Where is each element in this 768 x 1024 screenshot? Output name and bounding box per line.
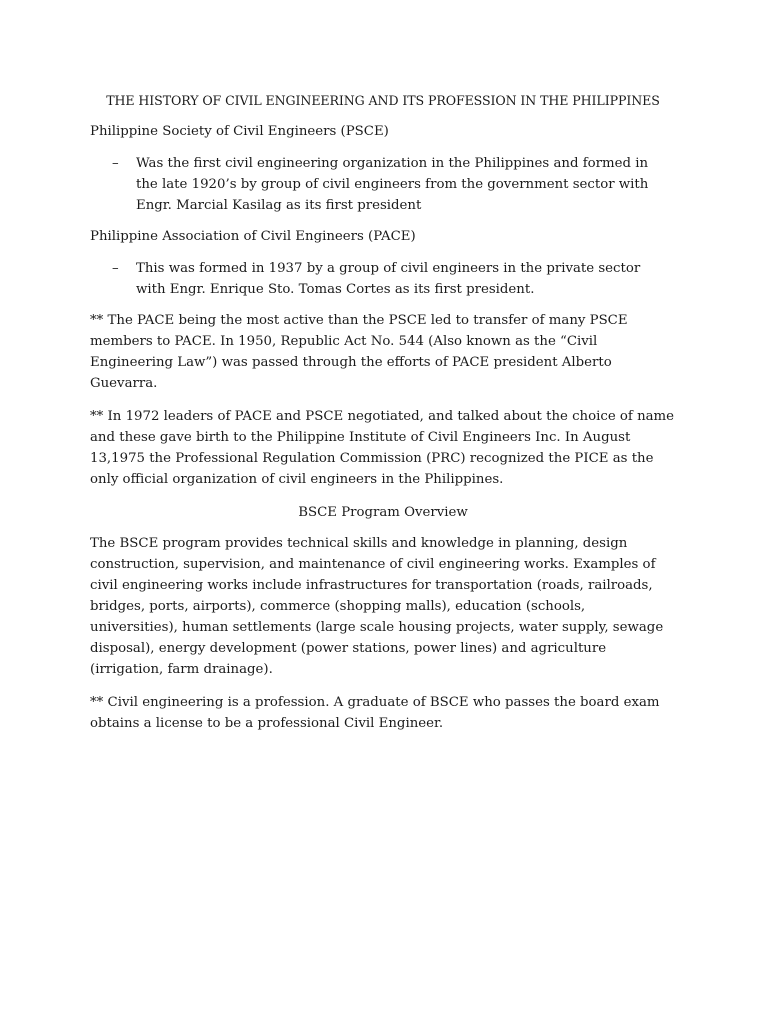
psce-bullet-item — [90, 153, 676, 216]
dash-bullet-marker: – — [112, 261, 119, 276]
pace-bullet-item — [90, 258, 676, 300]
pace-note-paragraph: ** The PACE being the most active than the PSCE led to transfer of many PSCE members to PACE. In 1950, Republic Act No. 544 (Also known as the “Civil Engineering Law”) was passed through the efforts of PACE president Alberto Guevarra. — [90, 313, 628, 391]
bsce-overview-heading: BSCE Program Overview — [298, 505, 468, 520]
pace-bullet-text: This was formed in 1937 by a group of civil engineers in the private sector with Engr. Enrique Sto. Tomas Cortes as its first president. — [136, 261, 641, 297]
psce-bullet-text: Was the first civil engineering organization in the Philippines and formed in the late 1920’s by group of civil engineers from the government sector with Engr. Marcial Kasilag as its first president — [136, 156, 649, 213]
pace-heading: Philippine Association of Civil Engineers (PACE) — [90, 229, 416, 244]
document-title: THE HISTORY OF CIVIL ENGINEERING AND ITS PROFESSION IN THE PHILIPPINES — [106, 93, 660, 108]
profession-note-paragraph: ** Civil engineering is a profession. A graduate of BSCE who passes the board exam obtains a license to be a professional Civil Engineer. — [90, 695, 660, 731]
dash-bullet-marker: – — [112, 156, 119, 171]
psce-heading: Philippine Society of Civil Engineers (PSCE) — [90, 124, 389, 139]
bsce-overview-paragraph: The BSCE program provides technical skills and knowledge in planning, design construction, supervision, and maintenance of civil engineering works. Examples of civil engineering works include infrastructures for transportation (roads, railroads, bridges, ports, airports), commerce (shopping malls), education (schools, universities), human settlements (large scale housing projects, water supply, sewage disposal), energy development (power stations, power lines) and agriculture (irrigation, farm drainage). — [90, 536, 664, 677]
pice-note-paragraph: ** In 1972 leaders of PACE and PSCE negotiated, and talked about the choice of name and these gave birth to the Philippine Institute of Civil Engineers Inc. In August 13,1975 the Professional Regulation Commission (PRC) recognized the PICE as the only official organization of civil engineers in the Philippines. — [90, 409, 675, 487]
